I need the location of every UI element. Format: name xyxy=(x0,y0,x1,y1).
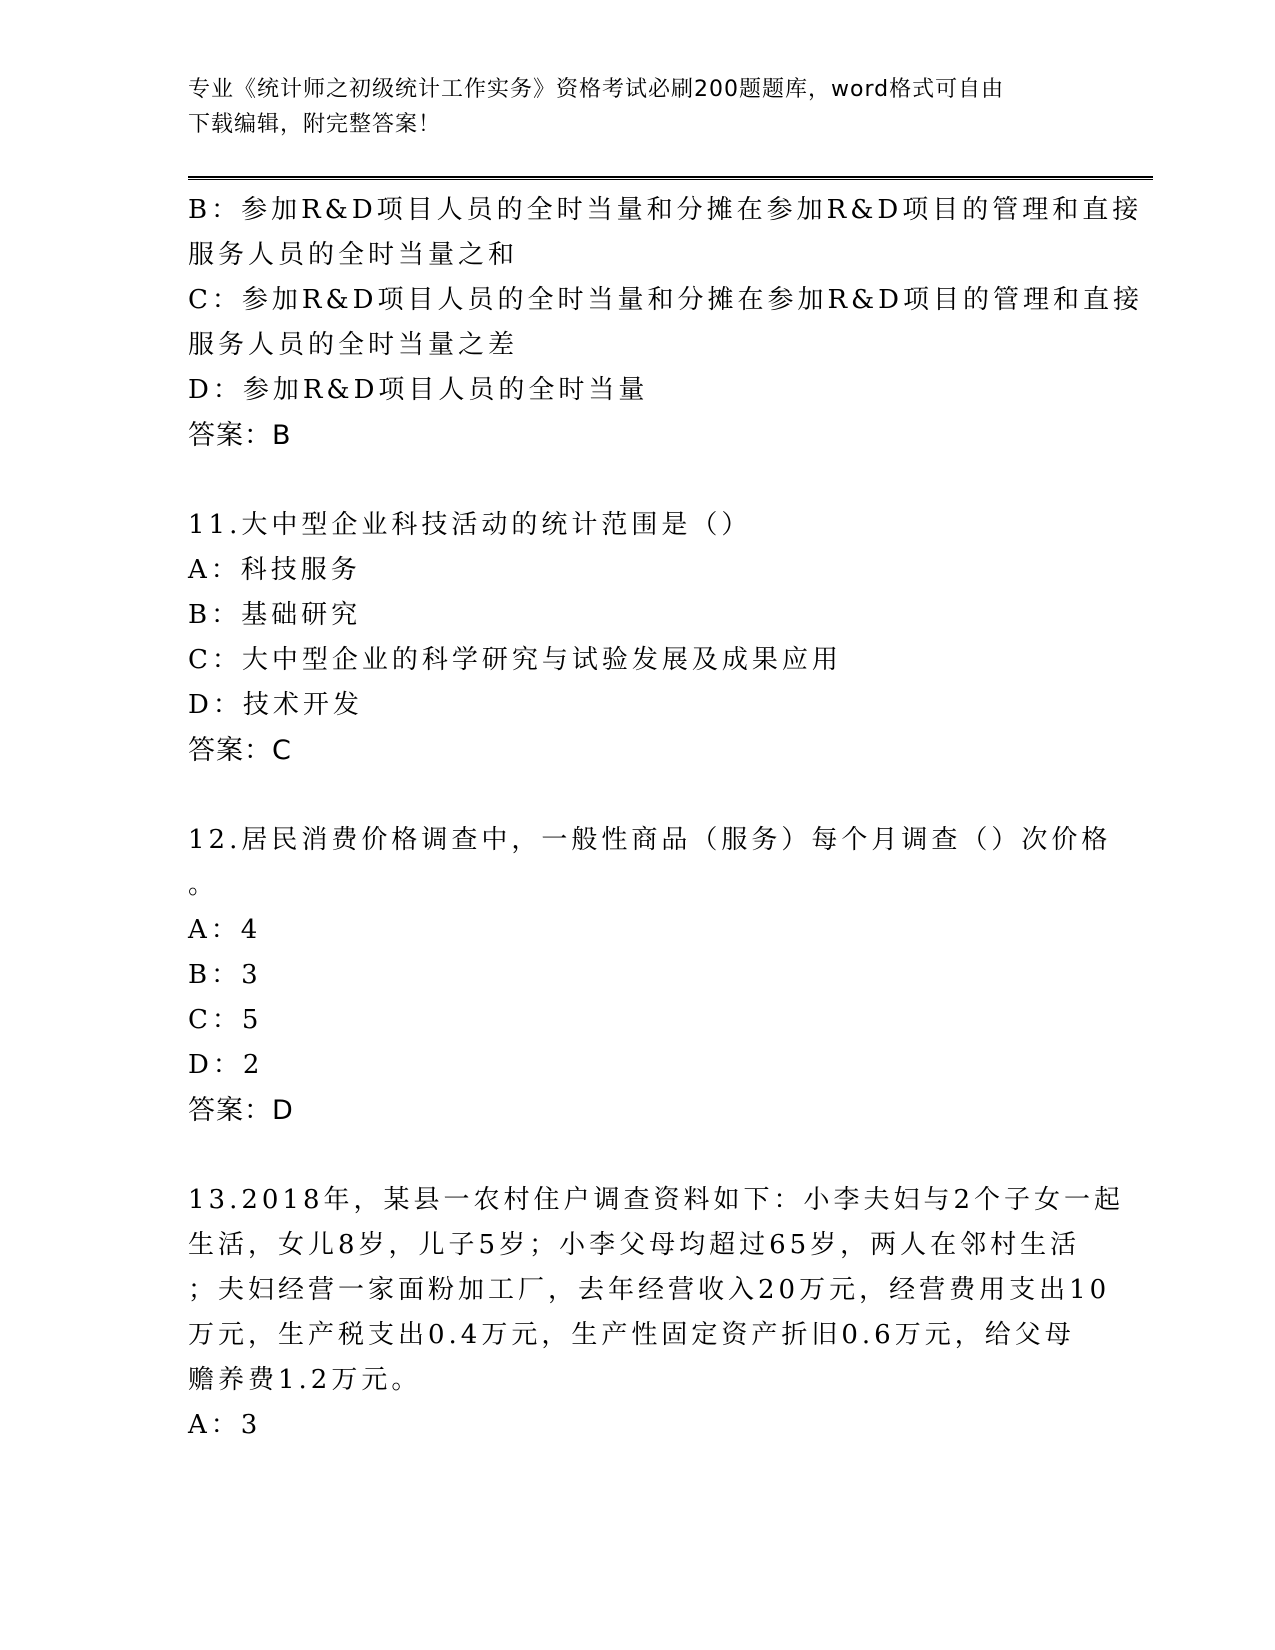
q10-answer: 答案：B xyxy=(188,420,292,451)
q10-option-d: D：参加R&D项目人员的全时当量 xyxy=(188,375,649,405)
document-header xyxy=(188,72,1078,142)
q13-option-a: A：3 xyxy=(188,1410,262,1440)
q10-option-c-line-1: C：参加R&D项目人员的全时当量和分摊在参加R&D项目的管理和直接 xyxy=(188,285,1144,315)
question-13 xyxy=(188,1178,1125,1448)
q12-question-line-2: 。 xyxy=(188,870,219,900)
q11-answer: 答案：C xyxy=(188,735,292,766)
q13-question-line-2: 生活，女儿8岁，儿子5岁；小李父母均超过65岁，两人在邻村生活 xyxy=(188,1230,1081,1260)
question-10 xyxy=(188,188,1144,458)
q12-option-d: D：2 xyxy=(188,1050,264,1080)
q13-question-line-3: ；夫妇经营一家面粉加工厂，去年经营收入20万元，经营费用支出10 xyxy=(188,1275,1111,1305)
q10-option-b-line-2: 服务人员的全时当量之和 xyxy=(188,240,519,270)
question-11 xyxy=(188,503,1078,773)
q12-option-a: A：4 xyxy=(188,915,262,945)
q12-answer: 答案：D xyxy=(188,1095,294,1126)
header-line-1: 专业《统计师之初级统计工作实务》资格考试必刷200题题库，word格式可自由 xyxy=(188,77,1005,102)
q13-question-line-5: 赡养费1.2万元。 xyxy=(188,1365,422,1395)
q13-question-line-1: 13.2018年，某县一农村住户调查资料如下：小李夫妇与2个子女一起 xyxy=(188,1185,1125,1215)
q12-option-c: C：5 xyxy=(188,1005,263,1035)
header-divider xyxy=(188,176,1153,180)
header-line-2: 下载编辑，附完整答案！ xyxy=(188,112,442,137)
question-12 xyxy=(188,818,1112,1133)
q10-option-b-line-1: B：参加R&D项目人员的全时当量和分摊在参加R&D项目的管理和直接 xyxy=(188,195,1143,225)
q12-question-line-1: 12.居民消费价格调查中，一般性商品（服务）每个月调查（）次价格 xyxy=(188,825,1112,855)
q11-option-a: A：科技服务 xyxy=(188,555,361,585)
q11-option-d: D：技术开发 xyxy=(188,690,363,720)
spacer xyxy=(188,458,1078,503)
q12-option-b: B：3 xyxy=(188,960,262,990)
q11-question: 11.大中型企业科技活动的统计范围是（） xyxy=(188,510,752,540)
spacer xyxy=(188,1133,1078,1178)
q11-option-c: C：大中型企业的科学研究与试验发展及成果应用 xyxy=(188,645,842,675)
q10-option-c-line-2: 服务人员的全时当量之差 xyxy=(188,330,519,360)
q11-option-b: B：基础研究 xyxy=(188,600,362,630)
question-list xyxy=(188,188,1144,1448)
spacer xyxy=(188,773,1078,818)
q13-question-line-4: 万元，生产税支出0.4万元，生产性固定资产折旧0.6万元，给父母 xyxy=(188,1320,1075,1350)
